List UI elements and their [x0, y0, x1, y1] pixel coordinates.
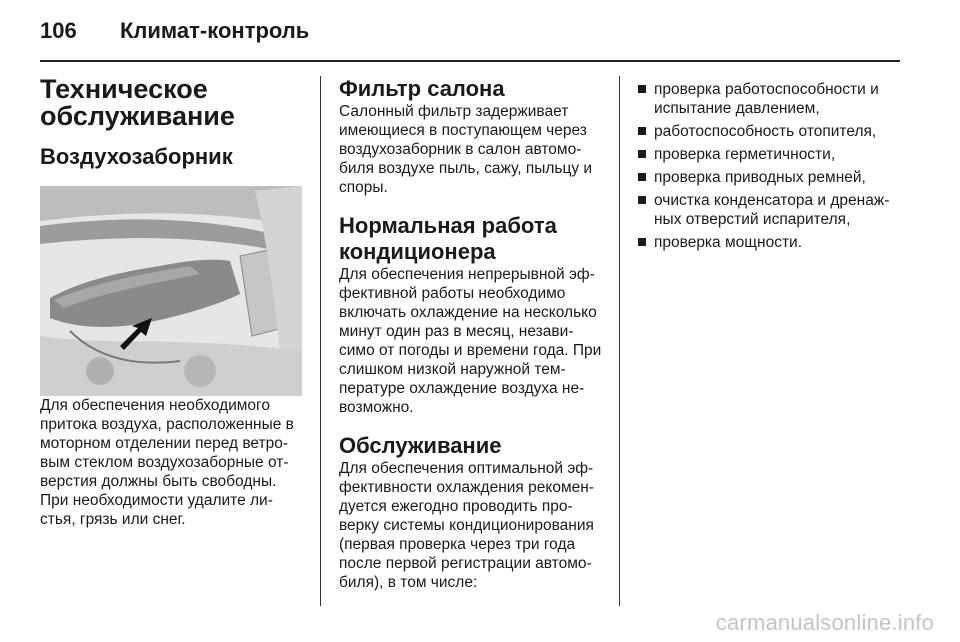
service-text: Для обеспечения оптимальной эф-фективности охлаждения рекомен-дуется ежегодно проводить про-верку системы кондиционирования (первая проверка через три года после первой регистрации автомо-биля), в том числе: [339, 460, 594, 591]
list-item: проверка приводных ремней, [638, 168, 908, 187]
ac-operation-text: Для обеспечения непрерывной эф-фективной работы необходимо включать охлаждение на несколько минут один раз в месяц, незави-симо от погоды и времени года. При слишком низкой наружной тем-пературе охлаждение воздуха не-возможно. [339, 266, 602, 416]
list-item: проверка герметичности, [638, 145, 908, 164]
list-item: проверка работоспособности и испытание давлением, [638, 80, 908, 118]
square-bullet-icon [638, 85, 646, 93]
column-2 [339, 76, 603, 592]
square-bullet-icon [638, 196, 646, 204]
list-item: проверка мощности. [638, 233, 908, 252]
page-header [40, 18, 900, 48]
cabin-filter-text: Салонный фильтр задерживает имеющиеся в поступающем через воздухозаборник в салон автомо-биля воздухе пыль, сажу, пыльцу и споры. [339, 103, 593, 196]
square-bullet-icon [638, 238, 646, 246]
running-title: Климат-контроль [120, 18, 310, 43]
heading-cabin-filter: Фильтр салона [339, 76, 505, 101]
square-bullet-icon [638, 173, 646, 181]
square-bullet-icon [638, 150, 646, 158]
list-item: очистка конденсатора и дренаж-ных отверстий испарителя, [638, 191, 908, 229]
air-intake-text: Для обеспечения необходимого притока воздуха, расположенные в моторном отделении перед ветро-вым стеклом воздухозаборные от-верстия должны быть свободны. При необходимости удалите ли-стья, грязь или снег. [40, 397, 294, 528]
header-rule [40, 60, 900, 62]
heading-service: Обслуживание [339, 433, 502, 458]
air-intake-photo [40, 186, 302, 396]
column-1 [40, 76, 302, 529]
section-title: Техническое обслуживание [40, 74, 235, 131]
subheading-air-intake: Воздухозаборник [40, 144, 233, 169]
service-checklist [638, 80, 908, 252]
watermark: carmanualsonline.info [715, 610, 934, 635]
square-bullet-icon [638, 127, 646, 135]
column-divider [320, 76, 321, 606]
column-3 [638, 76, 908, 256]
page-number: 106 [40, 18, 77, 43]
engine-bay-illustration [40, 186, 302, 396]
list-item: работоспособность отопителя, [638, 122, 908, 141]
column-divider [619, 76, 620, 606]
heading-ac-operation: Нормальная работа кондиционера [339, 213, 557, 264]
